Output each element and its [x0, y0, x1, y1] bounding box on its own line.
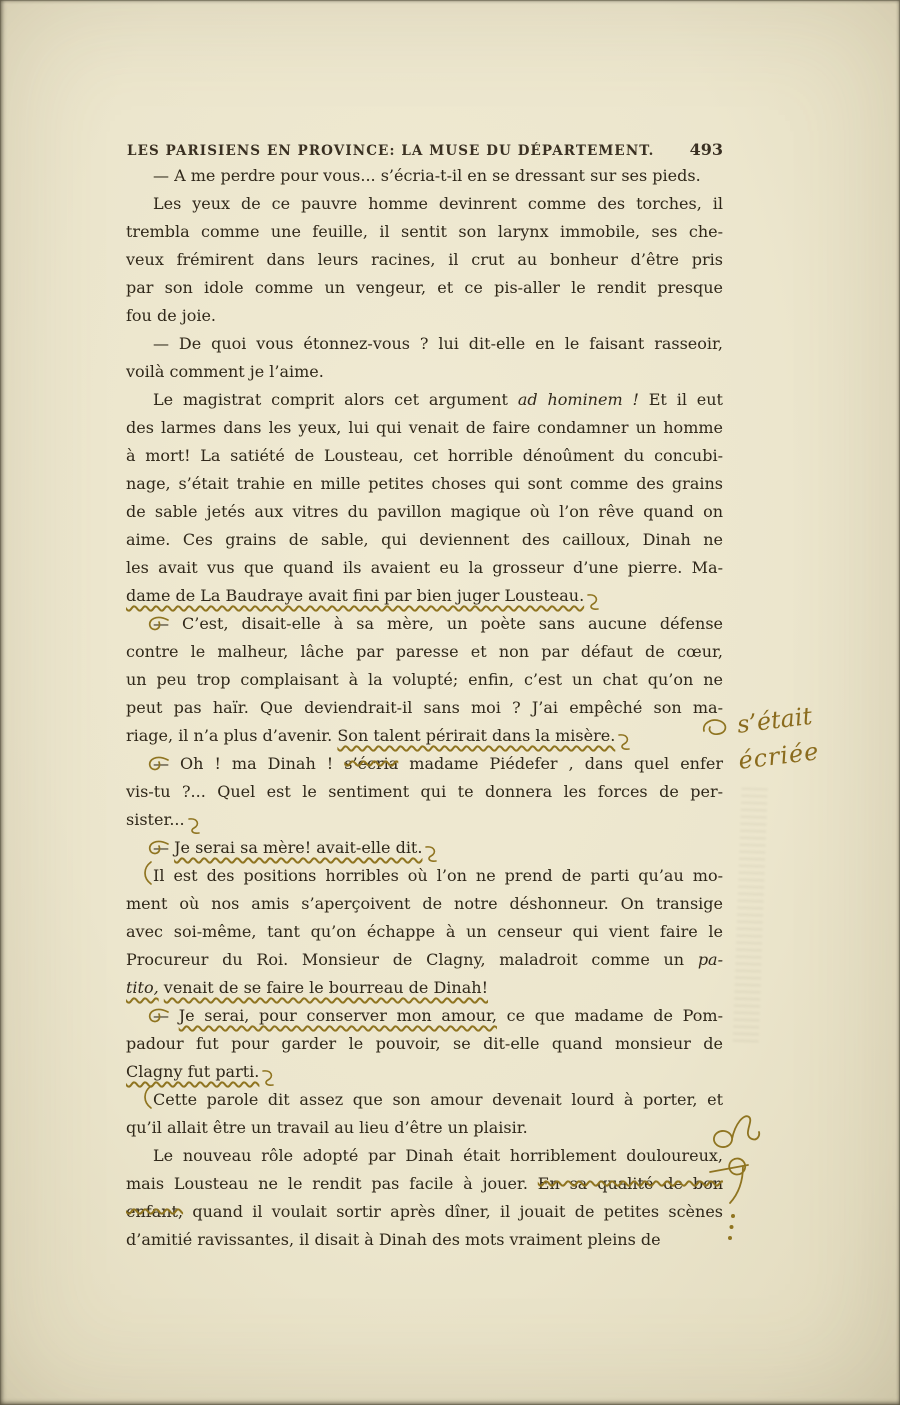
text-run: à mort! La satiété de Lousteau, cet horrible dénoûment du concubi-	[126, 446, 723, 465]
text-block	[126, 162, 723, 1254]
text-run: dame de La Baudraye avait fini par bien juger Lousteau.	[126, 586, 585, 605]
text-run: s’écria	[344, 754, 399, 773]
text-run: riage, il n’a plus d’avenir.	[126, 726, 338, 745]
text-run: vis-tu ?... Quel est le sentiment qui te donnera les forces de per-	[126, 782, 723, 801]
text-line	[126, 1142, 723, 1170]
text-run: aime. Ces grains de sable, qui deviennent des cailloux, Dinah ne	[126, 530, 723, 549]
text-line	[126, 666, 723, 694]
text-line	[126, 918, 723, 946]
text-run: —	[153, 838, 175, 857]
text-line	[126, 582, 723, 610]
text-run: nage, s’était trahie en mille petites choses qui sont comme des grains	[126, 474, 723, 493]
text-run: Je serai sa mère! avait-elle dit.	[174, 838, 423, 857]
text-line	[126, 358, 723, 386]
text-line	[126, 1002, 723, 1030]
pen-loop-icon	[700, 716, 732, 742]
text-run: sister...	[126, 810, 185, 829]
text-run: Le magistrat comprit alors cet argument	[153, 390, 518, 409]
text-run: tito,	[126, 978, 159, 997]
text-line	[126, 750, 723, 778]
text-line	[126, 638, 723, 666]
text-line	[126, 246, 723, 274]
text-line	[126, 498, 723, 526]
text-run: — A me perdre pour vous... s’écria-t-il en se dressant sur ses pieds.	[153, 166, 701, 185]
text-line	[126, 1114, 723, 1142]
text-run: padour fut pour garder le pouvoir, se dit-elle quand monsieur de	[126, 1034, 723, 1053]
text-run: Clagny fut parti.	[126, 1062, 260, 1081]
text-line	[126, 554, 723, 582]
text-run: ce que madame de Pom-	[496, 1006, 723, 1025]
text-line	[126, 806, 723, 834]
text-run: qu’il allait être un travail au lieu d’être un plaisir.	[126, 1118, 528, 1137]
crossed-nine-icon	[710, 1159, 748, 1203]
text-line	[126, 218, 723, 246]
header-title: LES PARISIENS EN PROVINCE: LA MUSE DU DÉPARTEMENT.	[127, 143, 655, 159]
text-line	[126, 862, 723, 890]
text-run: par son idole comme un vengeur, et ce pis-aller le rendit presque	[126, 278, 723, 297]
text-run: voilà comment je l’aime.	[126, 362, 324, 381]
margin-note-line2: écriée	[736, 737, 821, 775]
text-run: des larmes dans les yeux, lui qui venait de faire condamner un homme	[126, 418, 723, 437]
text-run: enfant,	[126, 1202, 184, 1221]
three-dots-icon	[728, 1214, 735, 1240]
text-run: mais Lousteau ne le rendit pas facile à jouer.	[126, 1174, 538, 1193]
text-run: Procureur du Roi. Monsieur de Clagny, maladroit comme un	[126, 950, 698, 969]
text-line	[126, 694, 723, 722]
text-run: contre le malheur, lâche par paresse et non par défaut de cœur,	[126, 642, 723, 661]
text-run: les avait vus que quand ils avaient eu la grosseur d’une pierre. Ma-	[126, 558, 723, 577]
text-line	[126, 946, 723, 974]
text-run: veux frémirent dans leurs racines, il crut au bonheur d’être pris	[126, 250, 723, 269]
text-run: Et il eut	[638, 390, 723, 409]
text-line	[126, 834, 723, 862]
text-run: Les yeux de ce pauvre homme devinrent comme des torches, il	[153, 194, 723, 213]
text-run: madame Piédefer , dans quel enfer	[398, 754, 724, 773]
text-line	[126, 470, 723, 498]
text-line	[126, 302, 723, 330]
page-bleed-through	[733, 788, 768, 1047]
running-header	[127, 140, 723, 159]
text-run: trembla comme une feuille, il sentit son larynx immobile, ses che-	[126, 222, 723, 241]
text-run: un peu trop complaisant à la volupté; enfin, c’est un chat qu’on ne	[126, 670, 723, 689]
text-run: — Oh ! ma Dinah !	[153, 754, 345, 773]
text-run: de sable jetés aux vitres du pavillon magique où l’on rêve quand on	[126, 502, 723, 521]
text-run: venait de se faire le bourreau de Dinah!	[163, 978, 488, 997]
text-run: En sa qualité de bon	[537, 1174, 724, 1193]
text-line	[126, 778, 723, 806]
text-run: avec soi-même, tant qu’on échappe à un censeur qui vient faire le	[126, 922, 723, 941]
margin-annotation-correction	[735, 698, 821, 779]
text-run: ment où nos amis s’aperçoivent de notre déshonneur. On transige	[126, 894, 723, 913]
text-run: fou de joie.	[126, 306, 217, 325]
proofreader-marks	[700, 1106, 820, 1256]
text-line	[126, 722, 723, 750]
text-line	[126, 1058, 723, 1086]
text-run: Il est des positions horribles où l’on ne prend de parti qu’au mo-	[153, 866, 723, 885]
text-line	[126, 162, 723, 190]
text-line	[126, 890, 723, 918]
text-line	[126, 1170, 723, 1198]
text-run: d’amitié ravissantes, il disait à Dinah des mots vraiment pleins de	[126, 1230, 661, 1249]
text-line	[126, 1226, 723, 1254]
text-run: ad hominem !	[517, 390, 639, 409]
text-line	[126, 330, 723, 358]
text-line	[126, 526, 723, 554]
text-line	[126, 610, 723, 638]
page-number: 493	[689, 140, 723, 159]
text-run: —	[153, 1006, 179, 1025]
text-line	[126, 1198, 723, 1226]
text-line	[126, 414, 723, 442]
text-line	[126, 386, 723, 414]
text-line	[126, 274, 723, 302]
text-run: — De quoi vous étonnez-vous ? lui dit-elle en le faisant rasseoir,	[153, 334, 723, 353]
text-run: Le nouveau rôle adopté par Dinah était horriblement douloureux,	[153, 1146, 723, 1165]
text-run: Cette parole dit assez que son amour devenait lourd à porter, et	[153, 1090, 723, 1109]
text-run: — C’est, disait-elle à sa mère, un poète sans aucune défense	[153, 614, 723, 633]
text-line	[126, 1030, 723, 1058]
text-run: Je serai, pour conserver mon amour,	[178, 1006, 497, 1025]
text-line	[126, 190, 723, 218]
text-run: pa-	[697, 950, 723, 969]
text-line	[126, 974, 723, 1002]
text-run: peut pas haïr. Que deviendrait-il sans moi ? J’ai empêché son ma-	[126, 698, 723, 717]
text-run: Son talent périrait dans la misère.	[337, 726, 616, 745]
margin-note-line1: s’était	[735, 701, 814, 739]
text-run: quand il voulait sortir après dîner, il jouait de petites scènes	[183, 1202, 723, 1221]
text-line	[126, 442, 723, 470]
deleatur-icon	[714, 1116, 759, 1147]
text-line	[126, 1086, 723, 1114]
